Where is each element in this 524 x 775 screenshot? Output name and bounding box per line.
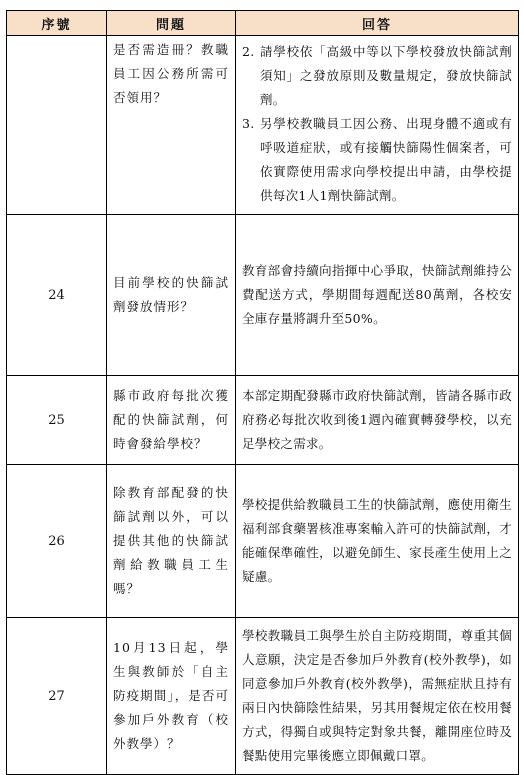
header-num: 序號: [7, 11, 107, 36]
row-num: 25: [7, 376, 107, 465]
row-answer: 學校提供給教職員工生的快篩試劑，應使用衛生福利部食藥署核准專案輸入許可的快篩試劑，才能確保準確性，以避免師生、家長產生使用上之疑慮。: [236, 465, 519, 618]
row-answer: 本部定期配發縣市政府快篩試劑，皆請各縣市政府務必每批次收到後1週內確實轉發學校，以充足學校之需求。: [236, 376, 519, 465]
row-answer: 學校教職員工與學生於自主防疫期間，尊重其個人意願，決定是否參加戶外教育(校外教學)，如同意參加戶外教育(校外教學)，需無症狀且持有兩日內快篩陰性結果，另其用餐規定依在校用餐方式，得獨自或與特定對象共餐，離開座位時及餐點使用完畢後應立即佩戴口罩。: [236, 618, 519, 775]
row-answer: 教育部會持續向指揮中心爭取，快篩試劑維持公費配送方式，學期間每週配送80萬劑，各校安全庫存量將調升至50%。: [236, 215, 519, 376]
row-question: 目前學校的快篩試劑發放情形？: [107, 215, 236, 376]
table-row: [7, 618, 519, 775]
faq-table: [6, 10, 519, 775]
header-answer: 回答: [236, 11, 519, 36]
row-question: 10月13日起，學生與教師於「自主防疫期間」，是否可參加戶外教育（校外教學）？: [107, 618, 236, 775]
answer-item-marker: 2.: [242, 44, 255, 59]
row-num: 27: [7, 618, 107, 775]
row-num: 26: [7, 465, 107, 618]
answer-item: [242, 112, 512, 208]
table-row: [7, 376, 519, 465]
row-question: 是否需造冊？教職員工因公務所需可否領用？: [107, 36, 236, 215]
answer-item-marker: 3.: [242, 116, 255, 131]
row-answer: [236, 36, 519, 215]
table-row: [7, 36, 519, 215]
table-row: [7, 215, 519, 376]
row-question: 縣市政府每批次獲配的快篩試劑，何時會發給學校？: [107, 376, 236, 465]
answer-item-text: 另學校教職員工因公務、出現身體不適或有呼吸道症狀，或有接觸快篩陽性個案者，可依實際使用需求向學校提出申請，由學校提供每次1人1劑快篩試劑。: [260, 116, 512, 203]
answer-item-text: 請學校依「高級中等以下學校發放快篩試劑須知」之發放原則及數量規定，發放快篩試劑。: [260, 44, 512, 107]
header-question: 問題: [107, 11, 236, 36]
row-question: 除教育部配發的快篩試劑以外，可以提供其他的快篩試劑給教職員工生嗎？: [107, 465, 236, 618]
answer-list: [242, 40, 512, 208]
table-row: [7, 465, 519, 618]
row-num: 24: [7, 215, 107, 376]
table-header-row: [7, 11, 519, 36]
row-num: [7, 36, 107, 215]
answer-item: [242, 40, 512, 112]
